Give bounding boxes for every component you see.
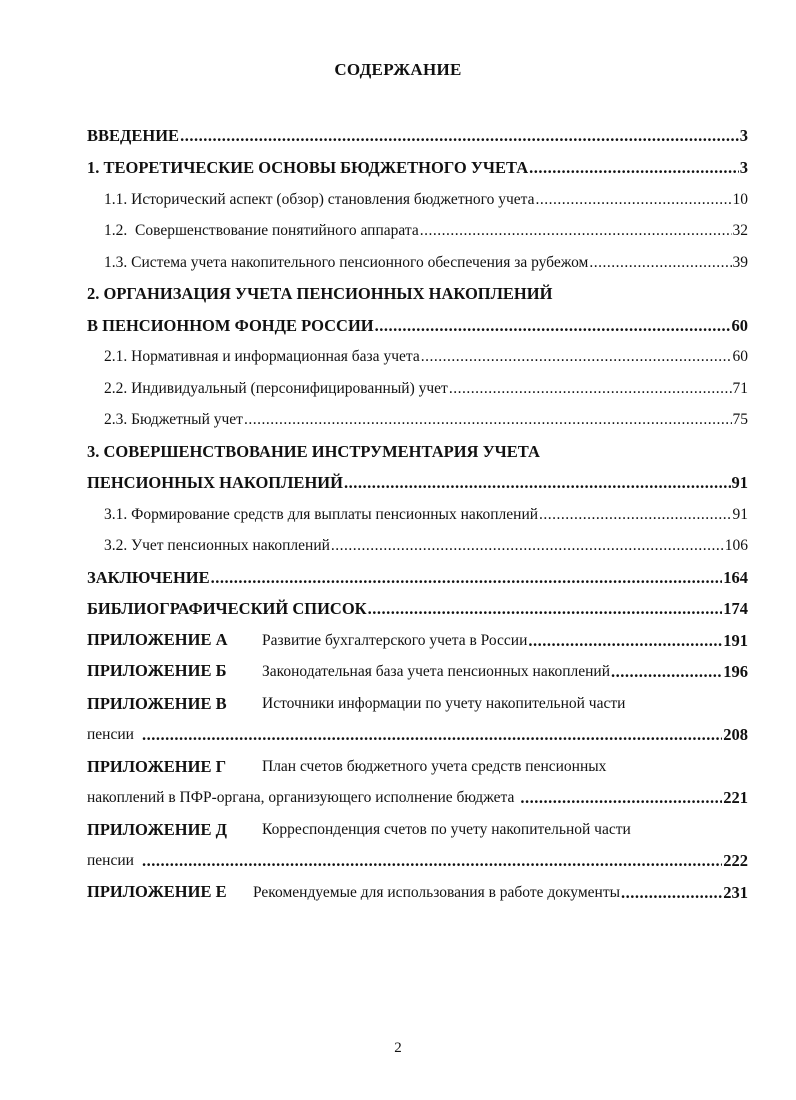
toc-page-number: 10 <box>732 191 748 208</box>
toc-page-number: 32 <box>732 222 748 239</box>
dot-leader <box>142 725 722 745</box>
toc-entry-text: ЗАКЛЮЧЕНИЕ <box>87 568 210 587</box>
toc-page-number: 60 <box>732 348 748 365</box>
appendix-description: Законодательная база учета пенсионных накоплений <box>262 663 611 680</box>
page-title: СОДЕРЖАНИЕ <box>334 60 462 79</box>
toc-entry-text: 2. ОРГАНИЗАЦИЯ УЧЕТА ПЕНСИОННЫХ НАКОПЛЕНИЙ <box>87 284 553 303</box>
toc-entry-text: 2.2. Индивидуальный (персонифицированный) учет <box>104 380 448 397</box>
dot-leader <box>375 316 731 336</box>
toc-entry-text: ПЕНСИОННЫХ НАКОПЛЕНИЙ <box>87 473 343 492</box>
toc-page-number: 221 <box>723 788 748 807</box>
toc-entry-text: 2.3. Бюджетный учет <box>104 411 243 428</box>
dot-leader <box>539 505 731 525</box>
dot-leader <box>536 190 732 210</box>
toc-entry-text: 1.3. Система учета накопительного пенсионного обеспечения за рубежом <box>104 254 589 271</box>
toc-entry-bibliography[interactable] <box>0 595 748 619</box>
toc-page-number: 164 <box>723 568 748 587</box>
toc-entry-appendix-b[interactable] <box>0 658 748 682</box>
dot-leader <box>449 379 732 399</box>
page-number: 2 <box>394 1040 402 1056</box>
toc-entry-text: В ПЕНСИОННОМ ФОНДЕ РОССИИ <box>87 316 374 335</box>
toc-entry-appendix-e[interactable] <box>0 879 748 903</box>
toc-page-number: 71 <box>732 380 748 397</box>
appendix-description: План счетов бюджетного учета средств пенсионных <box>262 758 607 775</box>
toc-entry-appendix-v-line-2[interactable] <box>0 721 748 745</box>
toc-page-number: 60 <box>731 316 748 335</box>
dot-leader <box>529 158 739 178</box>
appendix-label: ПРИЛОЖЕНИЕ Б <box>87 661 227 680</box>
toc-page-number: 191 <box>723 631 748 650</box>
dot-leader <box>420 221 732 241</box>
dot-leader <box>589 253 731 273</box>
appendix-label: ПРИЛОЖЕНИЕ Г <box>87 757 227 776</box>
appendix-label: ПРИЛОЖЕНИЕ В <box>87 694 227 713</box>
toc-page-number: 75 <box>732 411 748 428</box>
toc-entry-appendix-v-line-1[interactable] <box>87 690 625 714</box>
toc-page-number: 3 <box>739 158 748 177</box>
toc-page-number: 91 <box>732 506 748 523</box>
appendix-description: Развитие бухгалтерского учета в России <box>262 632 528 649</box>
toc-entry-section-3-1[interactable] <box>0 501 748 525</box>
dot-leader <box>344 473 731 493</box>
toc-entry-section-1-2[interactable] <box>0 217 748 241</box>
dot-leader <box>520 788 722 808</box>
toc-entry-appendix-d-line-2[interactable] <box>0 847 748 871</box>
toc-entry-text: накоплений в ПФР-органа, организующего исполнение бюджета <box>87 789 515 806</box>
toc-entry-text: 3. СОВЕРШЕНСТВОВАНИЕ ИНСТРУМЕНТАРИЯ УЧЕТА <box>87 442 540 461</box>
toc-entry-text-group <box>87 630 527 651</box>
toc-page-number: 208 <box>723 725 748 744</box>
dot-leader <box>421 347 732 367</box>
toc-entry-text: 1.1. Исторический аспект (обзор) становления бюджетного учета <box>104 191 535 208</box>
toc-entry-text: 3.2. Учет пенсионных накоплений <box>104 537 330 554</box>
dot-leader <box>528 631 722 651</box>
toc-page-number: 231 <box>723 883 748 902</box>
toc-entry-text-group <box>87 661 610 682</box>
toc-entry-section-1-3[interactable] <box>0 249 748 273</box>
toc-entry-intro[interactable] <box>0 122 748 146</box>
appendix-label: ПРИЛОЖЕНИЕ А <box>87 630 228 649</box>
toc-page-number: 196 <box>723 662 748 681</box>
toc-entry-section-3-2[interactable] <box>0 532 748 556</box>
appendix-description: Рекомендуемые для использования в работе документы <box>253 884 621 901</box>
toc-page-number: 174 <box>723 599 748 618</box>
dot-leader <box>621 883 722 903</box>
toc-entry-text: 3.1. Формирование средств для выплаты пенсионных накоплений <box>104 506 539 523</box>
toc-entry-section-2-2[interactable] <box>0 375 748 399</box>
toc-entry-text: 2.1. Нормативная и информационная база учета <box>104 348 420 365</box>
dot-leader <box>611 662 722 682</box>
dot-leader <box>180 126 739 146</box>
appendix-description: Корреспонденция счетов по учету накопительной части <box>262 821 631 838</box>
toc-entry-text: 1. ТЕОРЕТИЧЕСКИЕ ОСНОВЫ БЮДЖЕТНОГО УЧЕТА <box>87 158 529 177</box>
toc-entry-text-group <box>87 882 620 903</box>
appendix-description: Источники информации по учету накопительной части <box>262 695 626 712</box>
toc-page-number: 3 <box>739 126 748 145</box>
toc-entry-text: 1.2. Совершенствование понятийного аппарата <box>104 222 419 239</box>
dot-leader <box>368 599 723 619</box>
toc-entry-appendix-g-line-1[interactable] <box>87 753 606 777</box>
toc-entry-section-2-3[interactable] <box>0 406 748 430</box>
toc-page-number: 91 <box>731 473 748 492</box>
toc-entry-text: БИБЛИОГРАФИЧЕСКИЙ СПИСОК <box>87 599 367 618</box>
toc-entry-section-2-1[interactable] <box>0 343 748 367</box>
toc-entry-text: пенсии <box>87 726 134 743</box>
dot-leader <box>331 536 724 556</box>
toc-page-number: 106 <box>724 537 748 554</box>
toc-entry-chapter-1[interactable] <box>0 154 748 178</box>
toc-entry-chapter-3-line-2[interactable] <box>0 469 748 493</box>
dot-leader <box>142 851 722 871</box>
toc-entry-conclusion[interactable] <box>0 564 748 588</box>
dot-leader <box>244 410 732 430</box>
appendix-label: ПРИЛОЖЕНИЕ Д <box>87 820 227 839</box>
toc-entry-appendix-d-line-1[interactable] <box>87 816 631 840</box>
toc-entry-chapter-2-line-2[interactable] <box>0 312 748 336</box>
toc-entry-appendix-a[interactable] <box>0 627 748 651</box>
toc-page-number: 39 <box>732 254 748 271</box>
dot-leader <box>211 568 723 588</box>
appendix-label: ПРИЛОЖЕНИЕ Е <box>87 882 227 901</box>
toc-entry-chapter-2-line-1[interactable] <box>87 280 552 304</box>
toc-entry-section-1-1[interactable] <box>0 186 748 210</box>
toc-entry-text: пенсии <box>87 852 134 869</box>
toc-entry-text: ВВЕДЕНИЕ <box>87 126 180 145</box>
toc-page-number: 222 <box>723 851 748 870</box>
toc-entry-chapter-3-line-1[interactable] <box>87 438 540 462</box>
toc-entry-appendix-g-line-2[interactable] <box>0 784 748 808</box>
